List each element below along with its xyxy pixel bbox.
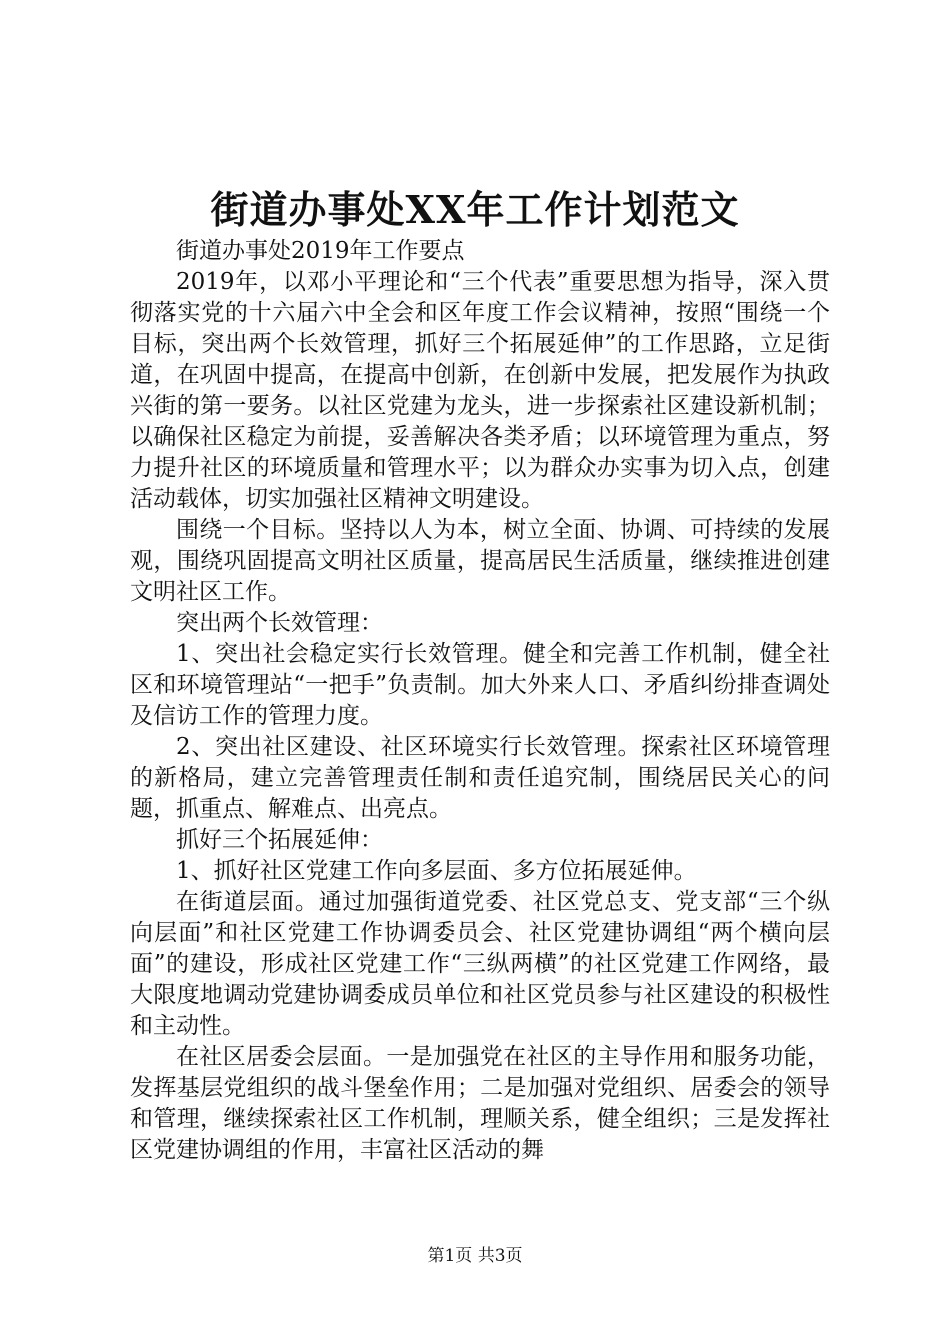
paragraph: 2019年，以邓小平理论和“三个代表”重要思想为指导，深入贯彻落实党的十六届六中全会和区年度工作会议精神，按照“围绕一个目标，突出两个长效管理，抓好三个拓展延伸”的工作思路，立足街道，在巩固中提高，在提高中创新，在创新中发展，把发展作为执政兴街的第一要务。以社区党建为龙头，进一步探索社区建设新机制；以确保社区稳定为前提，妥善解决各类矛盾；以环境管理为重点，努力提升社区的环境质量和管理水平；以为群众办实事为切入点，创建活动载体，切实加强社区精神文明建设。 bbox=[130, 269, 830, 512]
paragraph: 1、突出社会稳定实行长效管理。健全和完善工作机制，健全社区和环境管理站“一把手”负责制。加大外来人口、矛盾纠纷排查调处及信访工作的管理力度。 bbox=[130, 641, 830, 729]
paragraph: 抓好三个拓展延伸： bbox=[176, 827, 383, 853]
paragraph: 突出两个长效管理： bbox=[176, 610, 383, 636]
paragraph: 围绕一个目标。坚持以人为本，树立全面、协调、可持续的发展观，围绕巩固提高文明社区质量，提高居民生活质量，继续推进创建文明社区工作。 bbox=[130, 517, 830, 605]
paragraph: 在街道层面。通过加强街道党委、社区党总支、党支部“三个纵向层面”和社区党建工作协调委员会、社区党建协调组“两个横向层面”的建设，形成社区党建工作“三纵两横”的社区党建工作网络，最大限度地调动党建协调委成员单位和社区党员参与社区建设的积极性和主动性。 bbox=[130, 889, 830, 1039]
paragraph-heading: 街道办事处2019年工作要点 bbox=[176, 238, 465, 264]
page-number-footer: 第1页 共3页 bbox=[427, 1246, 523, 1266]
paragraph: 在社区居委会层面。一是加强党在社区的主导作用和服务功能，发挥基层党组织的战斗堡垒作用；二是加强对党组织、居委会的领导和管理，继续探索社区工作机制，理顺关系，健全组织；三是发挥社区党建协调组的作用，丰富社区活动的舞 bbox=[130, 1044, 830, 1163]
paragraph: 2、突出社区建设、社区环境实行长效管理。探索社区环境管理的新格局，建立完善管理责任制和责任追究制，围绕居民关心的问题，抓重点、解难点、出亮点。 bbox=[130, 734, 830, 822]
document-title: 街道办事处XX年工作计划范文 bbox=[210, 187, 740, 232]
paragraph: 1、抓好社区党建工作向多层面、多方位拓展延伸。 bbox=[176, 858, 697, 884]
document-body bbox=[130, 236, 830, 1166]
